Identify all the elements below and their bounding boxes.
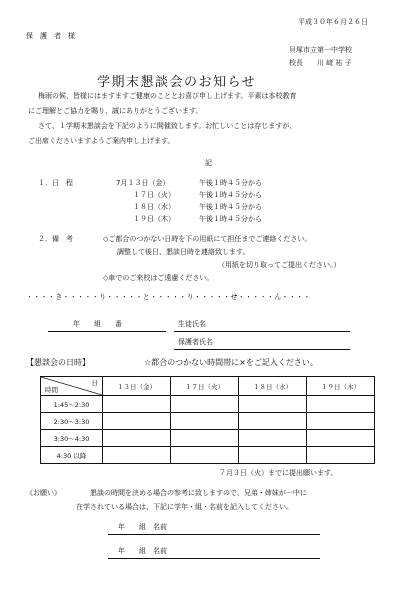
schedule-date-3: １８日（水） [133,203,175,211]
time-slot-label: 4:30 以降 [41,447,103,464]
cut-line: ・・・・き・・・・・り・・・・・と・・・・・り・・・・・せ・・・・・ん・・・・ [26,293,311,301]
table-row [41,396,375,413]
availability-cell[interactable] [171,396,239,413]
form-section-title: 【懇談会の日時】 [26,358,90,367]
schedule-time-4: 午後１時４５分から [199,215,262,223]
form-instruction: ☆都合のつかない時間帯に×をご記入ください。 [144,358,318,367]
availability-cell[interactable] [307,396,375,413]
day-header: １７日（火） [171,377,239,396]
request-label: 《お願い》 [26,489,61,497]
corner-day-label: 日 [91,379,98,387]
schedule-time-3: 午後１時４５分から [199,203,262,211]
day-header: １８日（水） [239,377,307,396]
schedule-date-1: 7月１３日（金） [116,179,170,187]
availability-cell[interactable] [307,447,375,464]
intro-line-2: にご理解とご協力を賜り、誠にありがとうございます。 [28,107,203,115]
availability-cell[interactable] [171,447,239,464]
availability-cell[interactable] [103,396,171,413]
schedule-time-2: 午後１時４５分から [199,191,262,199]
time-slot-label: 3:30〜4:30 [41,430,103,447]
availability-table [40,376,375,464]
sibling-line-1 [108,534,320,535]
time-slot-label: 2:30〜3:30 [41,413,103,430]
notes-line-3: （用紙を切り取ってご提出ください。） [218,261,341,269]
availability-cell[interactable] [239,447,307,464]
class-number-line [48,331,166,332]
table-header-row [41,377,375,396]
notes-line-2: 調整して後日、懇談日時を連絡致します。 [117,248,250,256]
table-row [41,447,375,464]
availability-cell[interactable] [103,447,171,464]
schedule-date-4: １９日（木） [133,215,175,223]
guardian-name-line [174,349,350,350]
availability-cell[interactable] [103,430,171,447]
availability-cell[interactable] [239,430,307,447]
submission-deadline: ７月３日（火）までに提出願います。 [219,469,338,477]
table-row [41,430,375,447]
school-name: 貝塚市立第一中学校 [289,46,352,54]
sibling-line-2 [108,558,320,559]
student-name-line [174,331,350,332]
student-name-label: 生徒氏名 [178,320,206,328]
availability-cell[interactable] [307,413,375,430]
availability-cell[interactable] [307,430,375,447]
schedule-label: １．日 程 [38,179,73,187]
intro-line-1: 梅雨の候、皆様にはますますご健康のこととお喜び申し上げます。平素は本校教育 [38,92,297,100]
intro-line-3: さて、１学期末懇談会を下記のように開催致します。お忙しいことは存じますが、 [38,122,297,130]
recipient: 保 護 者 様 [26,32,75,40]
availability-cell[interactable] [171,430,239,447]
intro-line-4: ご出席くださいますようご案内申し上げます。 [28,137,175,145]
availability-cell[interactable] [239,396,307,413]
schedule-time-1: 午後１時４５分から [199,179,262,187]
corner-time-label: 時間 [45,386,58,394]
guardian-name-label: 保護者氏名 [178,338,213,346]
request-line-2: 在学されている場合は、下記に学年・組・名前を記入してください。 [76,503,293,511]
availability-cell[interactable] [103,413,171,430]
availability-cell[interactable] [239,413,307,430]
ki-heading: 記 [205,159,212,167]
sibling-label-2: 年 組 名前 [118,547,167,555]
sibling-label-1: 年 組 名前 [118,523,167,531]
day-header: １３日（金） [103,377,171,396]
document-date: 平成３０年６月２６日 [298,18,368,26]
notes-label: ２．備 考 [38,235,73,243]
notes-line-4: ◇車でのご来校はご遠慮ください。 [103,274,214,282]
request-line-1: 懇談の時間を決める場合の参考に致しますので、兄弟・姉妹が一中に [90,489,307,497]
time-slot-label: 1:45〜2:30 [41,396,103,413]
availability-cell[interactable] [171,413,239,430]
day-header: １９日（木） [307,377,375,396]
class-number-label: 年 組 番 [73,320,122,328]
schedule-date-2: １７日（火） [133,191,175,199]
notes-line-1: ◇ご都合のつかない日時を下の用紙にて担任までご連絡ください。 [103,235,312,243]
table-row [41,413,375,430]
principal-name: 校長 川 﨑 祐 子 [289,59,352,67]
page-title: 学期末懇談会のお知らせ [97,75,257,90]
corner-cell [41,377,103,396]
